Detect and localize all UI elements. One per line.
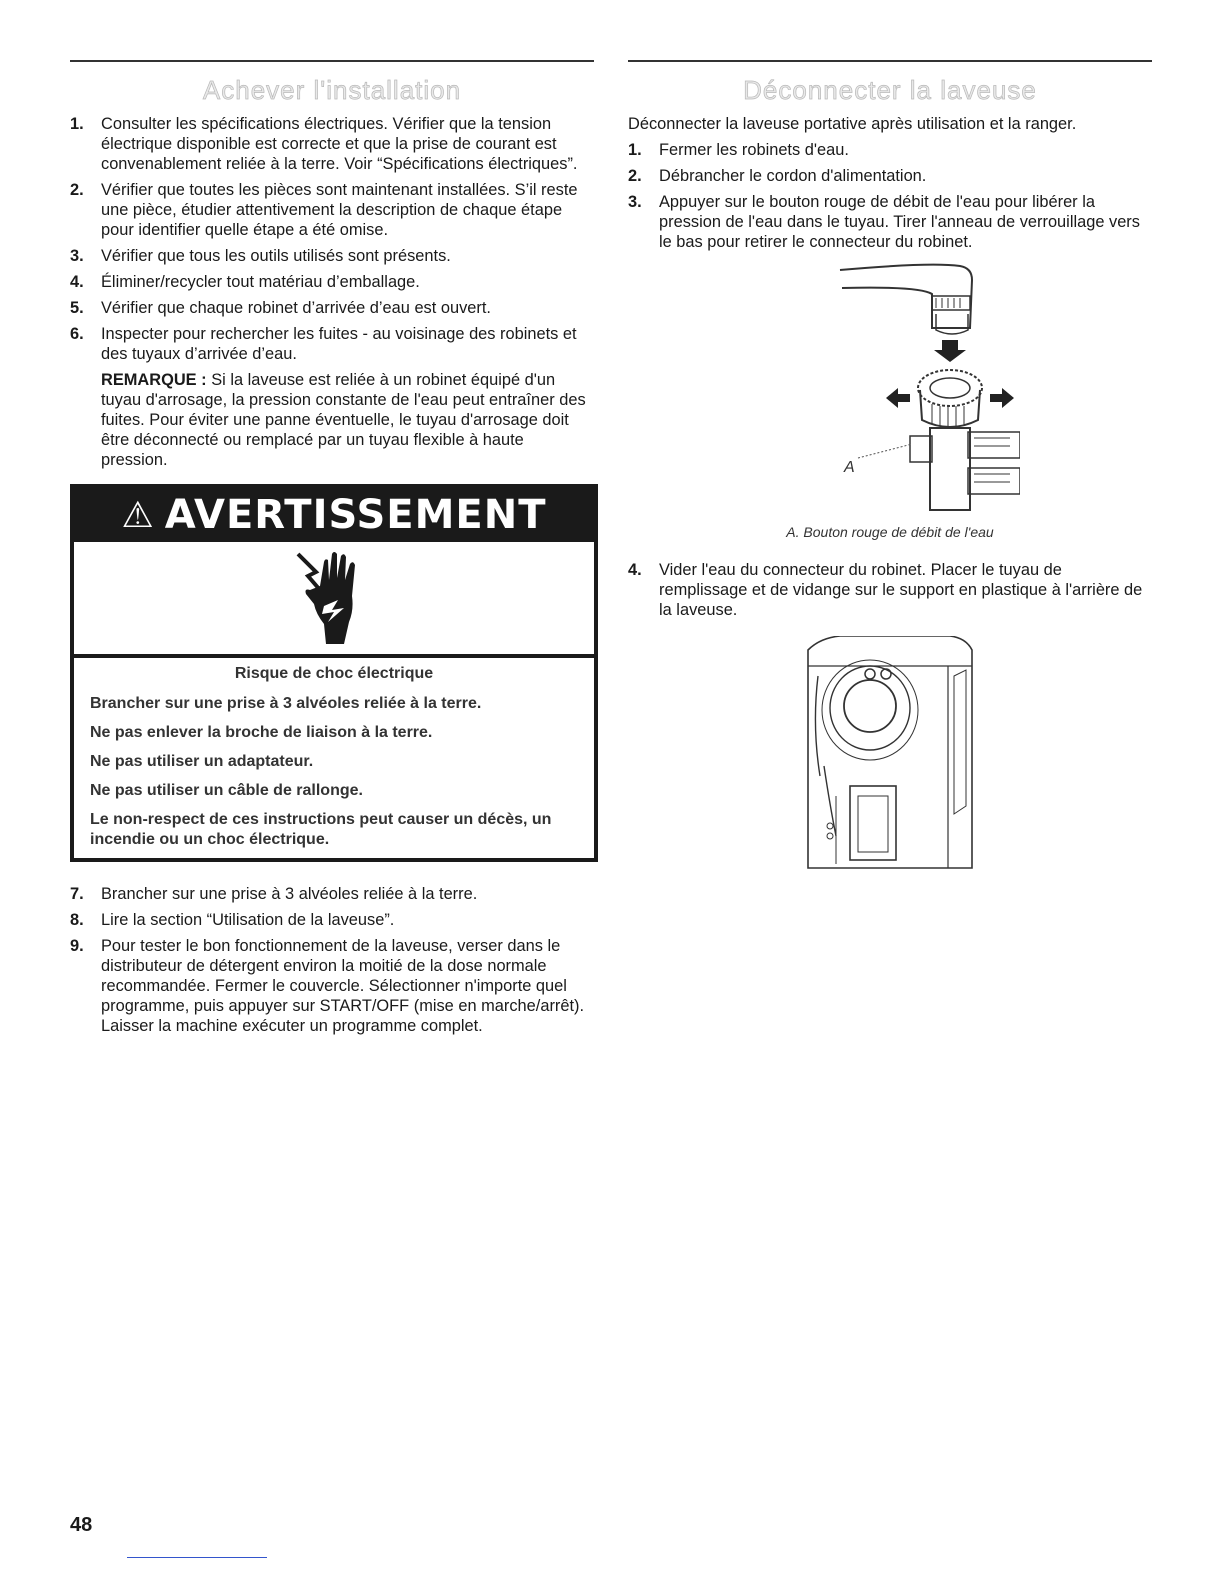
- list-item: 9. Pour tester le bon fonctionnement de la laveuse, verser dans le distributeur de détergent environ la moitié de la dose normale recommandée. Fermer le couvercle. Sélectionner n'importe quel programme, puis appuyer sur START/OFF (mise en marche/arrêt). Laisser la machine exécuter un programme complet.: [70, 937, 585, 1035]
- steps-list-right-a: [628, 140, 1152, 252]
- warning-box: [70, 484, 598, 862]
- list-item: 4. Vider l'eau du connecteur du robinet. Placer le tuyau de remplissage et de vidange sur le support en plastique à l'arrière de la laveuse.: [628, 561, 1143, 619]
- steps-list-right-b: [628, 560, 1152, 620]
- remark-note: REMARQUE : Si la laveuse est reliée à un robinet équipé d'un tuyau d'arrosage, la pression constante de l'eau peut entraîner des fuites. Pour éviter une panne éventuelle, le tuyau d'arrosage doit être déconnecté ou remplacé par un tuyau flexible à haute pression.: [101, 371, 586, 469]
- list-item: 2. Débrancher le cordon d'alimentation.: [628, 167, 927, 185]
- list-item: 7. Brancher sur une prise à 3 alvéoles reliée à la terre.: [70, 885, 478, 903]
- warning-line: Le non-respect de ces instructions peut causer un décès, un incendie ou un choc électrique.: [90, 811, 552, 848]
- right-column: [628, 60, 1152, 876]
- list-item: 3. Vérifier que tous les outils utilisés sont présents.: [70, 247, 451, 265]
- list-item: 6. Inspecter pour rechercher les fuites - au voisinage des robinets et des tuyaux d’arrivée d’eau. REMARQUE : Si la laveuse est reliée à un robinet équipé d'un tuyau d'arrosage, la pression constante de l'eau peut entraîner des fuites. Pour éviter une panne éventuelle, le tuyau d'arrosage doit être déconnecté ou remplacé par un tuyau flexible à haute pression.: [70, 324, 594, 470]
- warning-body: [74, 658, 594, 858]
- list-item: 8. Lire la section “Utilisation de la laveuse”.: [70, 911, 395, 929]
- list-item: 1. Fermer les robinets d'eau.: [628, 141, 849, 159]
- warning-line: Ne pas enlever la broche de liaison à la terre.: [90, 724, 433, 741]
- intro-text: Déconnecter la laveuse portative après utilisation et la ranger.: [628, 115, 1077, 133]
- steps-list-b: [70, 884, 594, 1036]
- section-title-achever: Achever l'installation: [202, 75, 462, 105]
- section-title-deconnecter: Déconnecter la laveuse: [743, 75, 1037, 105]
- figure-caption: A. Bouton rouge de débit de l'eau: [786, 524, 994, 540]
- electric-shock-hand-icon: [294, 548, 374, 648]
- section-divider: [70, 60, 594, 62]
- list-item: 2. Vérifier que toutes les pièces sont maintenant installées. S’il reste une pièce, étudier attentivement la description de chaque étape pour identifier quelle étape a été omise.: [70, 181, 578, 239]
- list-item: 5. Vérifier que chaque robinet d’arrivée d’eau est ouvert.: [70, 299, 491, 317]
- warning-line: Ne pas utiliser un câble de rallonge.: [90, 782, 363, 799]
- list-item: 3. Appuyer sur le bouton rouge de débit de l'eau pour libérer la pression de l'eau dans le tuyau. Tirer l'anneau de verrouillage vers le bas pour retirer le connecteur du robinet.: [628, 193, 1140, 251]
- footer-link-line: [127, 1557, 267, 1558]
- section-divider: [628, 60, 1152, 62]
- figure-label-a: A: [844, 459, 855, 476]
- faucet-connector-illustration: [760, 258, 1020, 518]
- warning-triangle-icon: ⚠: [121, 494, 155, 536]
- warning-subtitle: Risque de choc électrique: [234, 665, 434, 682]
- warning-title: AVERTISSEMENT: [164, 492, 547, 538]
- warning-icon-area: [74, 542, 594, 658]
- warning-header: [74, 488, 594, 542]
- washer-back-illustration: [800, 636, 980, 876]
- left-column: [70, 60, 594, 1042]
- warning-line: Brancher sur une prise à 3 alvéoles reliée à la terre.: [90, 695, 482, 712]
- warning-line: Ne pas utiliser un adaptateur.: [90, 753, 314, 770]
- list-item: 4. Éliminer/recycler tout matériau d’emballage.: [70, 273, 420, 291]
- list-item: 1. Consulter les spécifications électriques. Vérifier que la tension électrique disponible est correcte et que la prise de courant est convenablement reliée à la terre. Voir “Spécifications électriques”.: [70, 115, 578, 173]
- steps-list-a: [70, 114, 594, 470]
- page-number: 48: [70, 1514, 93, 1536]
